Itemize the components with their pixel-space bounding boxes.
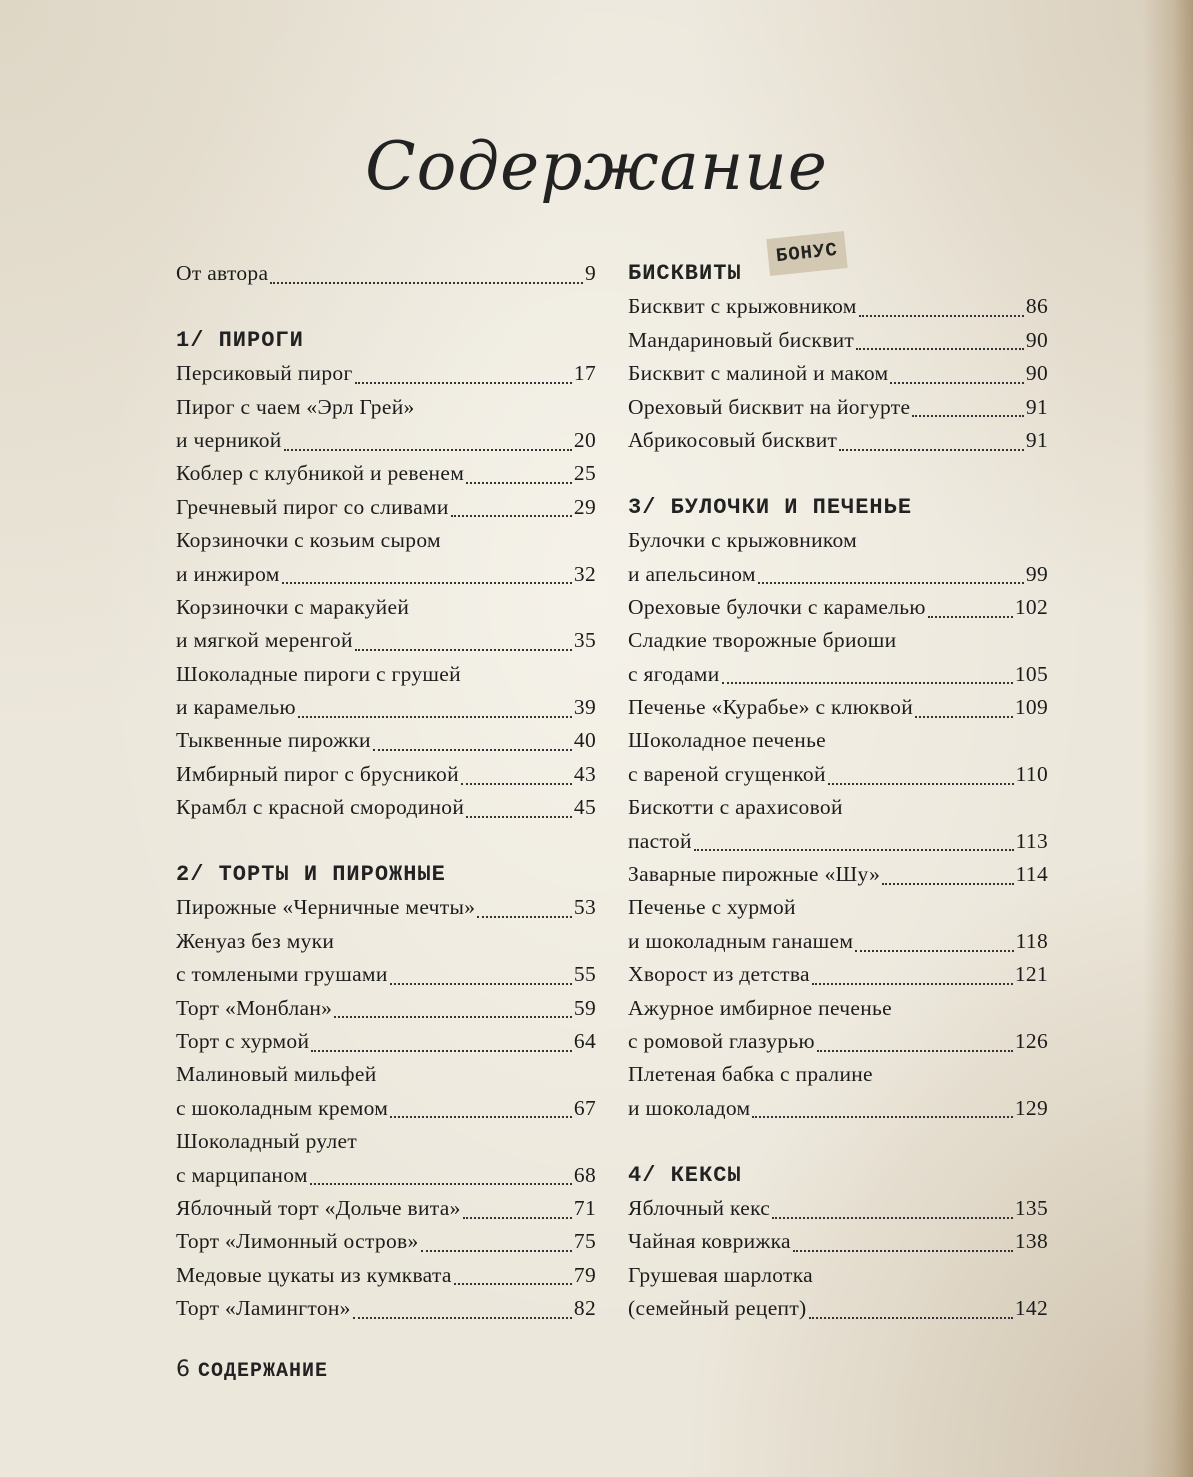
entry-title: Яблочный торт «Дольче вита» [176, 1195, 461, 1220]
toc-entry[interactable] [628, 925, 1048, 958]
leader-dots [454, 1283, 572, 1285]
entry-title: Хворост из детства [628, 962, 810, 987]
leader-dots [282, 582, 572, 584]
entry-page-number: 86 [1025, 294, 1048, 319]
page-edge-shadow [1143, 0, 1193, 1477]
entry-title: Женуаз без муки [176, 928, 335, 953]
leader-dots [809, 1317, 1013, 1319]
toc-entry[interactable] [628, 891, 1048, 924]
section-list-cakes [176, 891, 596, 1325]
entry-page-number: 105 [1014, 661, 1048, 686]
section-heading-buns: 3/ БУЛОЧКИ И ПЕЧЕНЬЕ [628, 494, 913, 520]
entry-title: Крамбл с красной смородиной [176, 795, 465, 820]
toc-entry[interactable] [628, 591, 1048, 624]
leader-dots [334, 1016, 572, 1018]
entry-page-number: 59 [573, 995, 596, 1020]
entry-page-number: 29 [573, 494, 596, 519]
bonus-badge: БОНУС [766, 231, 847, 276]
entry-title: Торт «Монблан» [176, 995, 333, 1020]
leader-dots [477, 916, 572, 918]
toc-entry[interactable] [628, 1292, 1048, 1325]
toc-entry[interactable] [628, 1025, 1048, 1058]
leader-dots [758, 582, 1024, 584]
toc-entry[interactable] [176, 1058, 596, 1091]
leader-dots [817, 1050, 1013, 1052]
entry-title: Шоколадное печенье [628, 728, 827, 753]
entry-page-number: 20 [573, 427, 596, 452]
entry-title: Заварные пирожные «Шу» [628, 862, 881, 887]
entry-title: Корзиночки с маракуйей [176, 594, 410, 619]
entry-title: Тыквенные пирожки [176, 728, 371, 753]
leader-dots [722, 682, 1013, 684]
toc-entry[interactable] [176, 1225, 596, 1258]
toc-right-column [628, 238, 1048, 1326]
entry-page-number: 67 [573, 1095, 596, 1120]
leader-dots [390, 983, 572, 985]
toc-entry[interactable] [628, 290, 1048, 323]
entry-page-number: 90 [1025, 361, 1048, 386]
leader-dots [793, 1250, 1013, 1252]
toc-entry[interactable] [176, 1292, 596, 1325]
entry-page-number: 121 [1014, 962, 1048, 987]
toc-entry[interactable] [628, 958, 1048, 991]
entry-page-number: 75 [573, 1229, 596, 1254]
entry-title: Сладкие творожные бриоши [628, 628, 897, 653]
entry-title: Пирожные «Черничные мечты» [176, 895, 476, 920]
entry-page-number: 35 [573, 628, 596, 653]
leader-dots [752, 1116, 1012, 1118]
toc-entry[interactable] [628, 391, 1048, 424]
entry-title: Малиновый мильфей [176, 1062, 377, 1087]
entry-title: (семейный рецепт) [628, 1296, 807, 1321]
leader-dots [855, 950, 1013, 952]
toc-entry[interactable] [176, 424, 596, 457]
toc-entry[interactable] [628, 992, 1048, 1025]
entry-page-number: 40 [573, 728, 596, 753]
toc-entry[interactable] [176, 758, 596, 791]
toc-entry[interactable] [176, 591, 596, 624]
toc-entry[interactable] [176, 691, 596, 724]
section-list-pies [176, 357, 596, 824]
entry-page-number: 91 [1025, 427, 1048, 452]
leader-dots [466, 482, 572, 484]
entry-page-number: 126 [1014, 1028, 1048, 1053]
toc-entry[interactable] [628, 791, 1048, 824]
leader-dots [856, 348, 1024, 350]
entry-title: Грушевая шарлотка [628, 1262, 813, 1287]
leader-dots [310, 1183, 572, 1185]
toc-entry[interactable] [628, 691, 1048, 724]
entry-page-number: 135 [1014, 1195, 1048, 1220]
entry-title: Шоколадный рулет [176, 1129, 358, 1154]
toc-entry[interactable] [176, 524, 596, 557]
entry-title: Ореховый бисквит на йогурте [628, 394, 911, 419]
toc-entry[interactable]: От автора 9 [176, 261, 596, 285]
entry-page-number: 129 [1014, 1095, 1048, 1120]
entry-title: Имбирный пирог с брусникой [176, 761, 459, 786]
entry-title: Персиковый пирог [176, 361, 353, 386]
entry-title: Печенье «Курабье» с клюквой [628, 695, 914, 720]
leader-dots [915, 716, 1013, 718]
toc-entry[interactable] [628, 357, 1048, 390]
entry-page-number: 45 [573, 795, 596, 820]
entry-title: Плетеная бабка с пралине [628, 1062, 873, 1087]
entry-page-number: 43 [573, 761, 596, 786]
toc-entry[interactable] [628, 1259, 1048, 1292]
toc-entry[interactable] [176, 1125, 596, 1158]
entry-title: Корзиночки с козьим сыром [176, 528, 441, 553]
entry-page-number: 90 [1025, 327, 1048, 352]
entry-title: Торт «Лимонный остров» [176, 1229, 419, 1254]
entry-title: и карамелью [176, 695, 296, 720]
toc-entry[interactable] [628, 1192, 1048, 1225]
toc-entry[interactable] [176, 1025, 596, 1058]
footer-label: СОДЕРЖАНИЕ [198, 1360, 329, 1383]
toc-entry[interactable] [628, 1058, 1048, 1091]
section-list-buns [628, 524, 1048, 1125]
toc-entry[interactable] [176, 1192, 596, 1225]
toc-entry[interactable] [628, 1092, 1048, 1125]
leader-dots [890, 382, 1023, 384]
page-title: Содержание [365, 128, 828, 205]
entry-page-number: 68 [573, 1162, 596, 1187]
entry-page-number: 25 [573, 461, 596, 486]
entry-page-number: 138 [1014, 1229, 1048, 1254]
section-list-sponge [628, 290, 1048, 457]
entry-title: Яблочный кекс [628, 1195, 771, 1220]
leader-dots [928, 616, 1013, 618]
leader-dots [463, 1217, 572, 1219]
toc-entry[interactable] [176, 491, 596, 524]
entry-title: Бисквит с крыжовником [628, 294, 857, 319]
leader-dots [355, 382, 572, 384]
leader-dots [461, 783, 572, 785]
toc-entry[interactable] [628, 558, 1048, 591]
section-list-muffins [628, 1192, 1048, 1326]
toc-entry[interactable] [176, 658, 596, 691]
page-footer [176, 1357, 328, 1383]
toc-entry[interactable] [176, 891, 596, 924]
entry-page-number: 109 [1014, 695, 1048, 720]
toc-entry[interactable] [176, 1092, 596, 1125]
entry-page-number: 142 [1014, 1296, 1048, 1321]
entry-title: с вареной сгущенкой [628, 761, 826, 786]
toc-entry[interactable] [176, 457, 596, 490]
section-heading-muffins: 4/ КЕКСЫ [628, 1162, 742, 1188]
entry-title: пастой [628, 828, 692, 853]
leader-dots [355, 649, 572, 651]
section-heading-sponge: БИСКВИТЫ БОНУС [628, 257, 1048, 290]
toc-entry[interactable] [628, 324, 1048, 357]
leader-dots [812, 983, 1013, 985]
entry-page-number: 114 [1015, 862, 1048, 887]
leader-dots [694, 849, 1014, 851]
entry-title: и черникой [176, 427, 282, 452]
entry-title: и шоколадом [628, 1095, 751, 1120]
toc-entry[interactable] [628, 758, 1048, 791]
toc-entry[interactable] [176, 1259, 596, 1292]
entry-page-number: 118 [1015, 928, 1048, 953]
entry-title: с ягодами [628, 661, 720, 686]
leader-dots [298, 716, 572, 718]
leader-dots [772, 1217, 1013, 1219]
leader-dots [912, 415, 1024, 417]
entry-title: Торт с хурмой [176, 1028, 310, 1053]
entry-page-number: 82 [573, 1296, 596, 1321]
entry-title: Абрикосовый бисквит [628, 427, 838, 452]
toc-entry[interactable] [628, 424, 1048, 457]
entry-page-number: 71 [573, 1195, 596, 1220]
leader-dots [466, 816, 572, 818]
entry-title: Ореховые булочки с карамелью [628, 594, 926, 619]
entry-title: и шоколадным ганашем [628, 928, 854, 953]
toc-entry[interactable] [628, 858, 1048, 891]
toc-entry[interactable] [176, 791, 596, 824]
entry-page-number: 102 [1014, 594, 1048, 619]
leader-dots [353, 1317, 572, 1319]
toc-entry[interactable] [628, 825, 1048, 858]
entry-page-number: 79 [573, 1262, 596, 1287]
leader-dots [859, 315, 1024, 317]
section-heading-pies: 1/ ПИРОГИ [176, 327, 304, 353]
leader-dots [839, 449, 1024, 451]
entry-title: Булочки с крыжовником [628, 528, 858, 553]
entry-title: Гречневый пирог со сливами [176, 494, 449, 519]
toc-entry[interactable] [176, 1159, 596, 1192]
entry-page-number: 99 [1025, 561, 1048, 586]
page-number: 6 [176, 1357, 190, 1382]
toc-entry[interactable] [176, 958, 596, 991]
entry-title: и апельсином [628, 561, 756, 586]
entry-page-number: 110 [1015, 761, 1048, 786]
toc-entry[interactable] [628, 624, 1048, 657]
leader-dots [421, 1250, 572, 1252]
toc-entry[interactable] [176, 357, 596, 390]
leader-dots [311, 1050, 572, 1052]
entry-page-number: 39 [573, 695, 596, 720]
leader-dots [451, 515, 572, 517]
entry-page-number: 64 [573, 1028, 596, 1053]
entry-title: и инжиром [176, 561, 280, 586]
entry-page-number: 91 [1025, 394, 1048, 419]
entry-title: с томлеными грушами [176, 962, 388, 987]
entry-page-number: 53 [573, 895, 596, 920]
entry-page-number: 32 [573, 561, 596, 586]
entry-title: Бискотти с арахисовой [628, 795, 843, 820]
toc-entry[interactable] [176, 724, 596, 757]
entry-page-number: 17 [573, 361, 596, 386]
entry-page-number: 113 [1015, 828, 1048, 853]
toc-entry[interactable] [628, 1225, 1048, 1258]
entry-title: Пирог с чаем «Эрл Грей» [176, 394, 415, 419]
entry-title: Ажурное имбирное печенье [628, 995, 892, 1020]
leader-dots [373, 749, 572, 751]
leader-dots [828, 783, 1014, 785]
toc-entry[interactable] [628, 724, 1048, 757]
entry-title: с шоколадным кремом [176, 1095, 389, 1120]
toc-entry[interactable] [176, 925, 596, 958]
entry-page-number: 55 [573, 962, 596, 987]
entry-title: Мандариновый бисквит [628, 327, 855, 352]
toc-entry[interactable] [176, 558, 596, 591]
section-heading-cakes: 2/ ТОРТЫ И ПИРОЖНЫЕ [176, 862, 446, 888]
toc-left-column [176, 257, 596, 1326]
entry-title: с марципаном [176, 1162, 308, 1187]
toc-entry[interactable] [176, 992, 596, 1025]
entry-title: Шоколадные пироги с грушей [176, 661, 461, 686]
leader-dots [882, 883, 1014, 885]
toc-entry[interactable] [628, 658, 1048, 691]
entry-title: и мягкой меренгой [176, 628, 353, 653]
entry-title: Торт «Ламингтон» [176, 1296, 351, 1321]
leader-dots [284, 449, 572, 451]
toc-entry[interactable] [176, 624, 596, 657]
entry-title: Бисквит с малиной и маком [628, 361, 889, 386]
entry-title: Коблер с клубникой и ревенем [176, 461, 465, 486]
leader-dots [390, 1116, 572, 1118]
toc-entry[interactable] [628, 524, 1048, 557]
entry-title: с ромовой глазурью [628, 1028, 815, 1053]
entry-title: Медовые цукаты из кумквата [176, 1262, 452, 1287]
entry-title: Чайная коврижка [628, 1229, 791, 1254]
toc-entry[interactable] [176, 391, 596, 424]
entry-title: Печенье с хурмой [628, 895, 796, 920]
